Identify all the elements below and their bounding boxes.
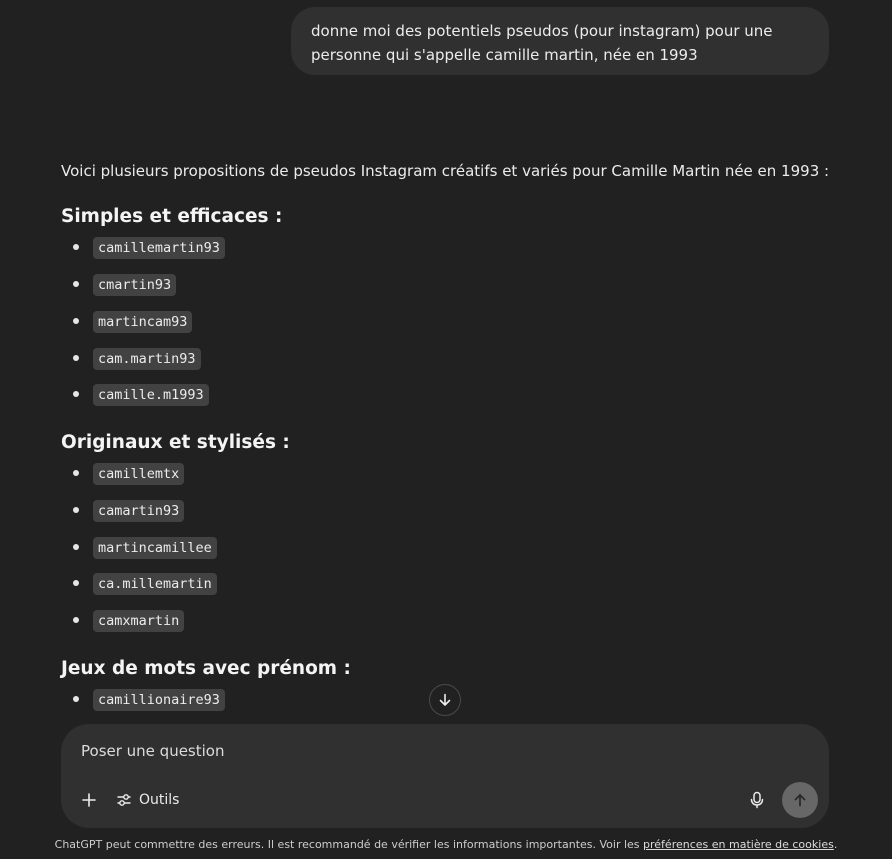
list-item [61, 603, 831, 640]
microphone-button[interactable] [747, 790, 767, 810]
tools-label: Outils [139, 792, 180, 808]
bullet-icon [73, 244, 79, 250]
user-message-bubble [291, 7, 829, 75]
pseudo-code: cmartin93 [93, 274, 176, 296]
section-title-jeux-de-mots: Jeux de mots avec prénom : [61, 657, 351, 679]
bullet-icon [73, 391, 79, 397]
tools-button[interactable] [116, 788, 179, 812]
bullet-icon [73, 318, 79, 324]
plus-icon [81, 792, 97, 808]
assistant-response [61, 158, 831, 718]
pseudo-code: ca.millemartin [93, 573, 217, 595]
disclaimer-footer [0, 836, 892, 854]
pseudo-code: camillemtx [93, 463, 184, 485]
scroll-to-bottom-button[interactable] [429, 684, 461, 716]
list-item [61, 529, 831, 566]
bullet-icon [73, 580, 79, 586]
pseudo-code: camartin93 [93, 500, 184, 522]
list-item [61, 493, 831, 530]
arrow-down-icon [437, 692, 453, 708]
list-item [61, 340, 831, 377]
list-item [61, 230, 831, 267]
pseudo-code: camillionaire93 [93, 689, 225, 711]
bullet-icon [73, 507, 79, 513]
disclaimer-text: ChatGPT peut commettre des erreurs. Il est recommandé de vérifier les informations importantes. Voir les [54, 838, 644, 851]
pseudo-code: cam.martin93 [93, 348, 201, 370]
user-message-line-1: donne moi des potentiels pseudos (pour instagram) pour une [311, 22, 773, 40]
composer [61, 724, 829, 828]
assistant-intro: Voici plusieurs propositions de pseudos Instagram créatifs et variés pour Camille Martin née en 1993 : [61, 162, 830, 180]
section-title-originaux: Originaux et stylisés : [61, 431, 290, 453]
bullet-icon [73, 696, 79, 702]
pseudo-code: camillemartin93 [93, 237, 225, 259]
prompt-input[interactable]: Poser une question [81, 742, 225, 760]
send-button[interactable] [782, 782, 818, 818]
bullet-icon [73, 470, 79, 476]
arrow-up-icon [792, 792, 808, 808]
bullet-icon [73, 281, 79, 287]
pseudo-code: martincam93 [93, 311, 192, 333]
bullet-icon [73, 355, 79, 361]
section-title-simples: Simples et efficaces : [61, 206, 283, 227]
user-message-line-2: personne qui s'appelle camille martin, née en 1993 [311, 46, 698, 64]
bullet-icon [73, 544, 79, 550]
add-attachment-button[interactable] [79, 790, 99, 810]
sliders-icon [116, 792, 132, 808]
disclaimer-end: . [833, 838, 838, 851]
pseudo-code: martincamillee [93, 537, 217, 559]
pseudo-list-originaux [61, 456, 831, 640]
cookie-preferences-link[interactable]: préférences en matière de cookies [643, 838, 834, 851]
list-item [61, 304, 831, 341]
microphone-icon [749, 791, 765, 809]
pseudo-code: camxmartin [93, 610, 184, 632]
list-item [61, 566, 831, 603]
bullet-icon [73, 617, 79, 623]
list-item [61, 456, 831, 493]
list-item [61, 267, 831, 304]
pseudo-list-simples [61, 230, 831, 414]
pseudo-code: camille.m1993 [93, 384, 209, 406]
list-item [61, 377, 831, 414]
